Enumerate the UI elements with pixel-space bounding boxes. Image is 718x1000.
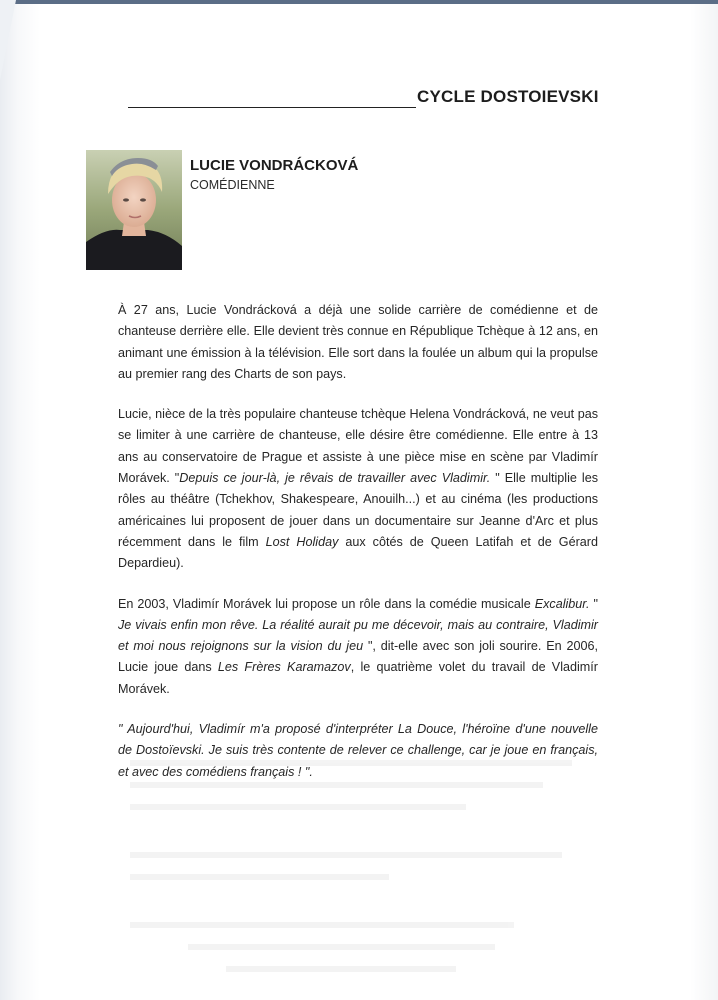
header-rule	[128, 107, 416, 108]
show-through-text	[130, 760, 610, 950]
title-freres-karamazov: Les Frères Karamazov	[217, 660, 351, 675]
paragraph-3-part-a: En 2003, Vladimír Morávek lui propose un rôle dans la comédie musicale	[118, 596, 535, 611]
scan-corner-shade	[0, 0, 16, 80]
section-header	[128, 87, 598, 111]
person-name: LUCIE VONDRÁCKOVÁ	[190, 157, 359, 174]
person-role: COMÉDIENNE	[190, 178, 275, 192]
paragraph-3-part-c: "	[589, 596, 598, 611]
quote-aujourdhui: " Aujourd'hui, Vladimír m'a proposé d'interpréter La Douce, l'héroïne d'une nouvelle de Dostoïevski. Je suis très contente de relever ce challenge, car je joue en français, et avec des comédiens français ! ".	[118, 722, 598, 779]
paragraph-2	[118, 404, 598, 574]
quote-travailler: Depuis ce jour-là, je rêvais de travailler avec Vladimir.	[179, 471, 491, 486]
paragraph-3-part-e: ", dit-elle avec son joli sourire. En 2006, Lucie joue dans	[118, 639, 599, 675]
paragraph-3	[118, 594, 598, 700]
paragraph-1: À 27 ans, Lucie Vondrácková a déjà une solide carrière de comédienne et de chanteuse derrière elle. Elle devient très connue en République Tchèque à 12 ans, en animant une émission à la télévision. Elle sort dans la foulée un album qui la propulse au premier rang des Charts de son pays.	[118, 303, 598, 381]
header-title: CYCLE DOSTOIEVSKI	[417, 87, 599, 106]
film-title-lost-holiday: Lost Holiday	[265, 534, 339, 549]
paragraph-2-part-c: " Elle multiplie les rôles au théâtre (Tchekhov, Shakespeare, Anouilh...) et au cinéma (les productions américaines lui proposent de jouer dans un documentaire sur Jeanne d'Arc et plus récemment dans le film	[118, 471, 599, 549]
portrait-photo	[86, 150, 182, 270]
paragraph-2-part-a: Lucie, nièce de la très populaire chanteuse tchèque Helena Vondrácková, ne veut pas se limiter à une carrière de chanteuse, elle désire être comédienne. Elle entre à 13 ans au conservatoire de Prague et assiste à une pièce mise en scène par Vladimír Morávek. "	[118, 407, 598, 486]
scan-top-edge	[0, 0, 718, 4]
biography-text	[118, 300, 598, 802]
paragraph-3-part-g: , le quatrième volet du travail de Vladimír Morávek.	[118, 660, 598, 696]
paragraph-2-part-e: aux côtés de Queen Latifah et de Gérard Depardieu).	[118, 534, 598, 571]
quote-reve: Je vivais enfin mon rêve. La réalité aurait pu me décevoir, mais au contraire, Vladimir et moi nous rejoignons sur la vision du jeu	[118, 617, 598, 654]
title-excalibur: Excalibur.	[534, 596, 590, 611]
